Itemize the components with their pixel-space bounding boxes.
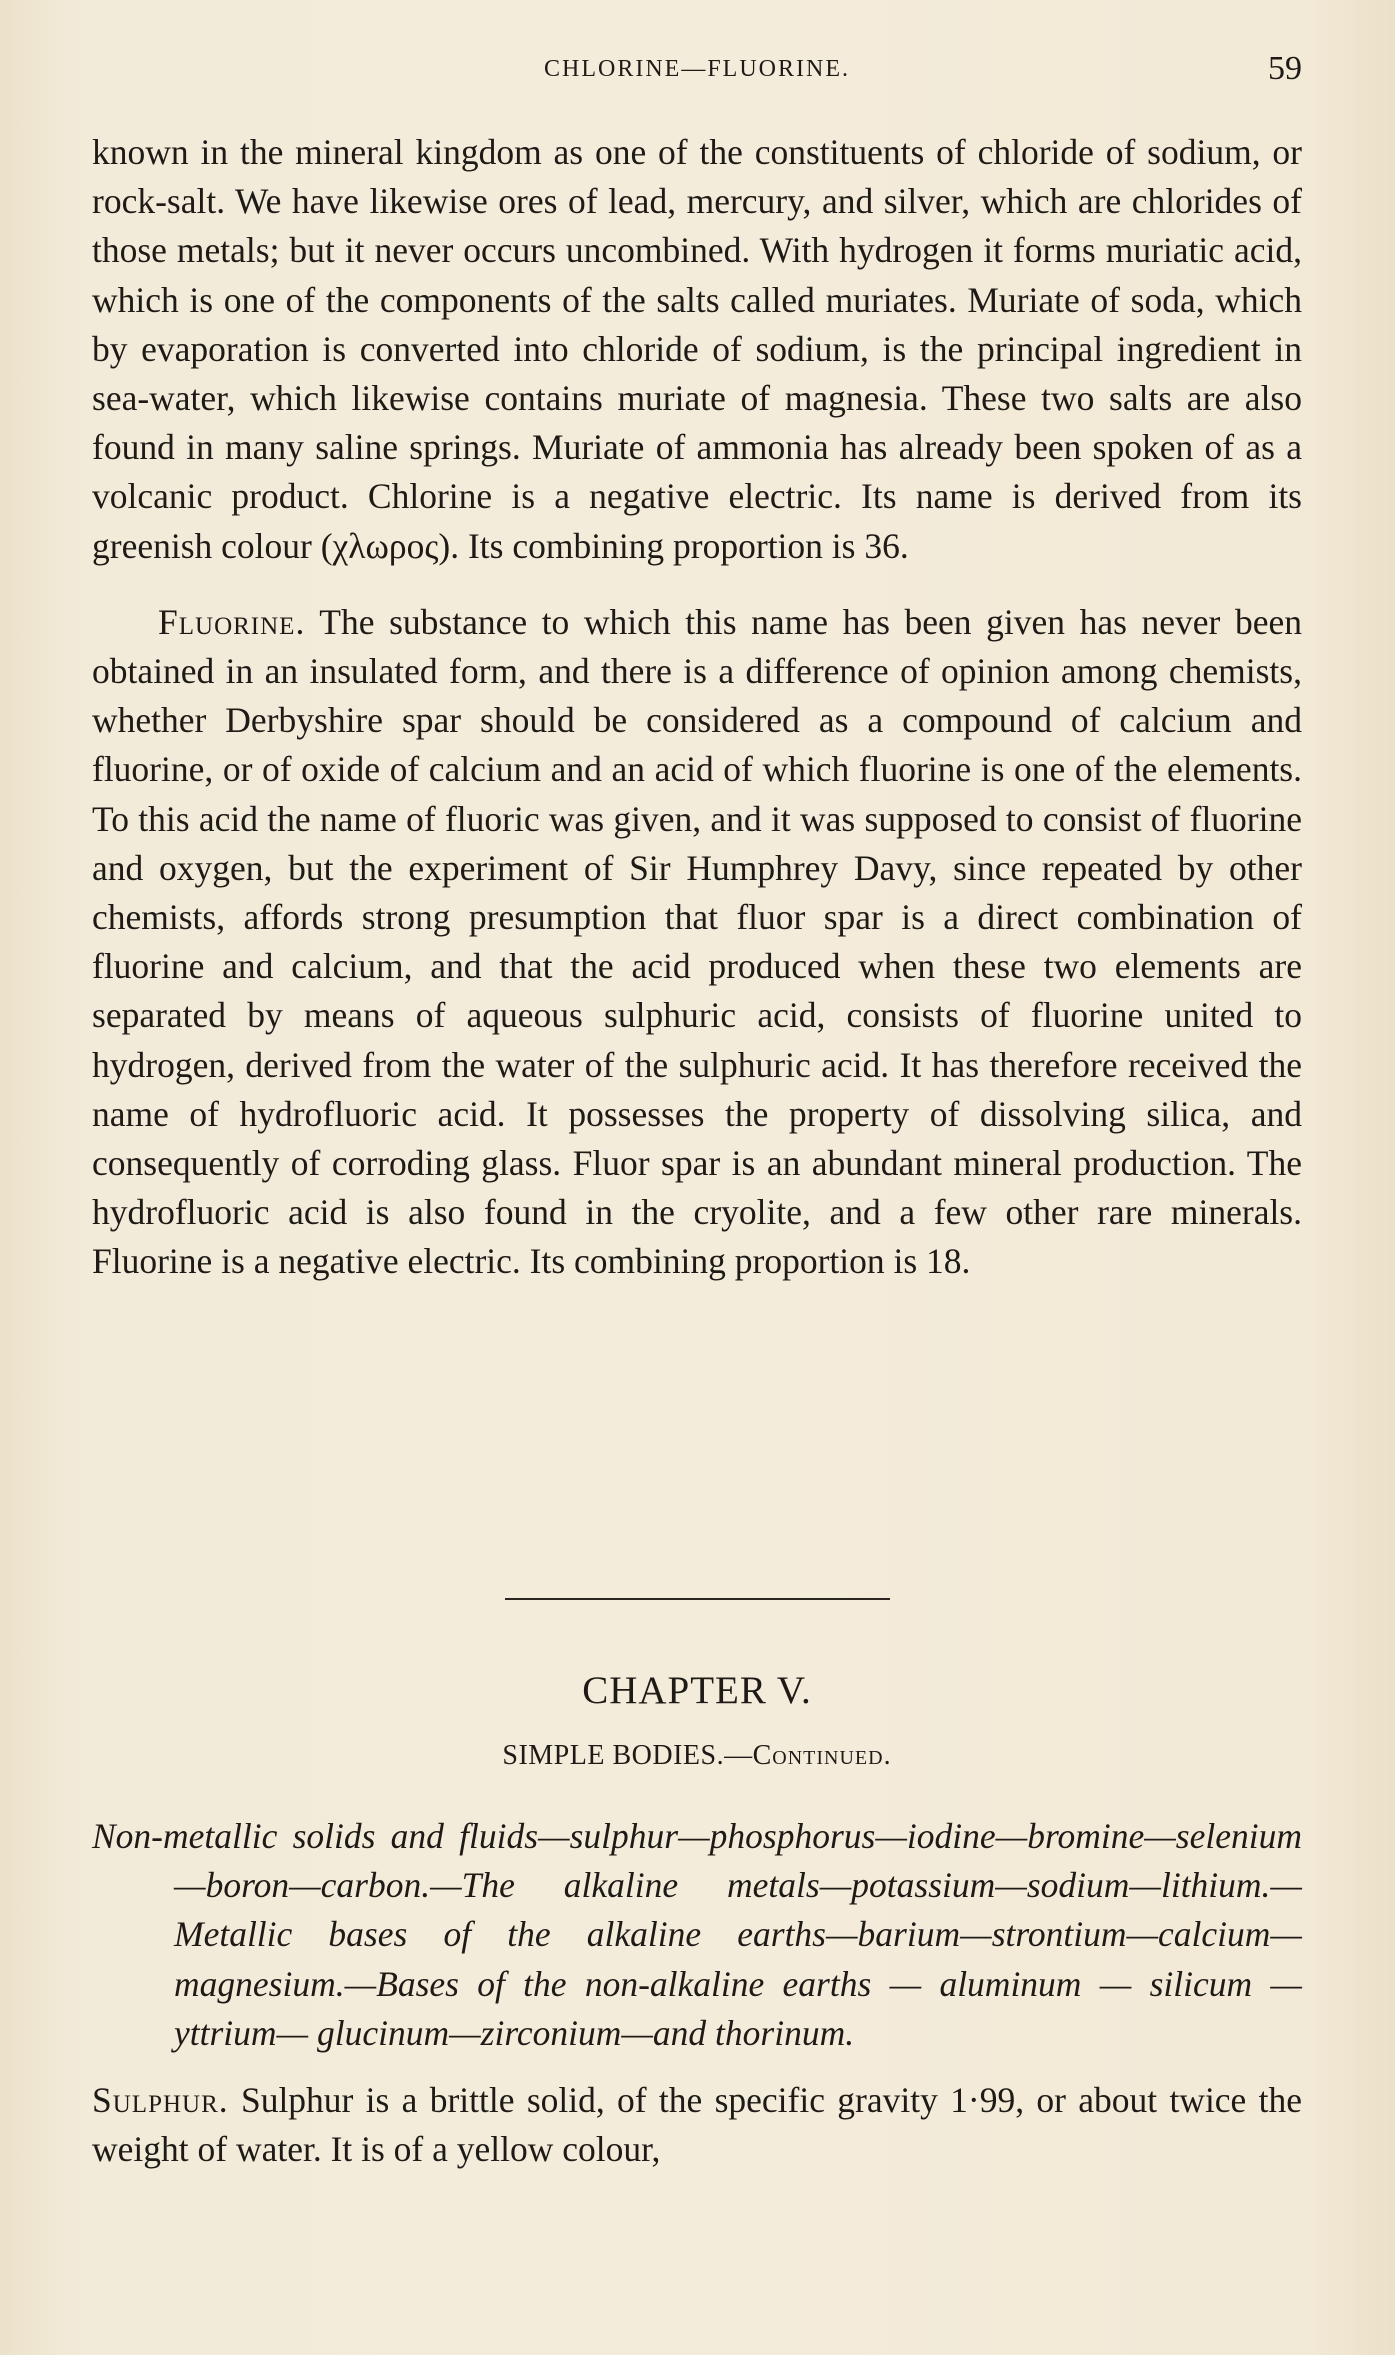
subheading-main: SIMPLE BODIES.— <box>502 1740 753 1771</box>
page-header <box>92 52 1302 92</box>
fluorine-paragraph <box>92 598 1302 1287</box>
sulphur-section <box>92 2076 1302 2174</box>
fluorine-lead: Fluorine. <box>158 601 306 642</box>
sulphur-text: Sulphur is a brittle solid, of the specific gravity 1·99, or about twice the weight of water. It is of a yellow colour, <box>92 2080 1302 2170</box>
running-head: CHLORINE—FLUORINE. <box>544 56 850 82</box>
sulphur-lead: Sulphur. <box>92 2080 229 2120</box>
chapter-contents-summary: Non-metallic solids and fluids—sulphur—phosphorus—iodine—bromine—selenium—boron—carbon.—The alkaline metals—potassium—sodium—lithium.—Metallic bases of the alkaline earths—barium—strontium—calcium—magnesium.—Bases of the non-alkaline earths — aluminum — silicum — yttrium— glucinum—zirconium—and thorinum. <box>92 1816 1302 2053</box>
sulphur-paragraph <box>92 2076 1302 2174</box>
fluorine-text: The substance to which this name has been given has never been obtained in an insulated form, and there is a difference of opinion among chemists, whether Derbyshire spar should be considered as a compound of calcium and fluorine, or of oxide of calcium and an acid of which fluorine is one of the elements. To this acid the name of fluoric was given, and it was supposed to consist of fluorine and oxygen, but the experiment of Sir Humphrey Davy, since repeated by other chemists, affords strong presumption that fluor spar is a direct combination of fluorine and calcium, and that the acid produced when these two elements are separated by means of aqueous sulphuric acid, consists of fluorine united to hydrogen, derived from the water of the sulphuric acid. It has therefore received the name of hydrofluoric acid. It possesses the property of dissolving silica, and consequently of corroding glass. Fluor spar is an abundant mineral production. The hydrofluoric acid is also found in the cryolite, and a few other rare minerals. Fluorine is a negative electric. Its combining proportion is 18. <box>92 601 1302 1282</box>
section-divider <box>505 1598 890 1600</box>
chapter-heading: CHAPTER V. <box>582 1669 812 1712</box>
page-number: 59 <box>1268 50 1302 87</box>
body-text <box>92 128 1302 1287</box>
subheading-continued: Continued. <box>752 1740 892 1771</box>
chapter-subheading <box>92 1740 1302 1772</box>
chlorine-paragraph: known in the mineral kingdom as one of the constituents of chloride of sodium, or rock-salt. We have likewise ores of lead, mercury, and silver, which are chlorides of those metals; but it never occurs uncombined. With hydrogen it forms muriatic acid, which is one of the components of the salts called muriates. Muriate of soda, which by evaporation is converted into chloride of sodium, is the principal ingredient in sea-water, which likewise contains muriate of magnesia. These two salts are also found in many saline springs. Muriate of ammonia has already been spoken of as a volcanic product. Chlorine is a negative electric. Its name is derived from its greenish colour (χλωρος). Its combining proportion is 36. <box>92 132 1302 566</box>
